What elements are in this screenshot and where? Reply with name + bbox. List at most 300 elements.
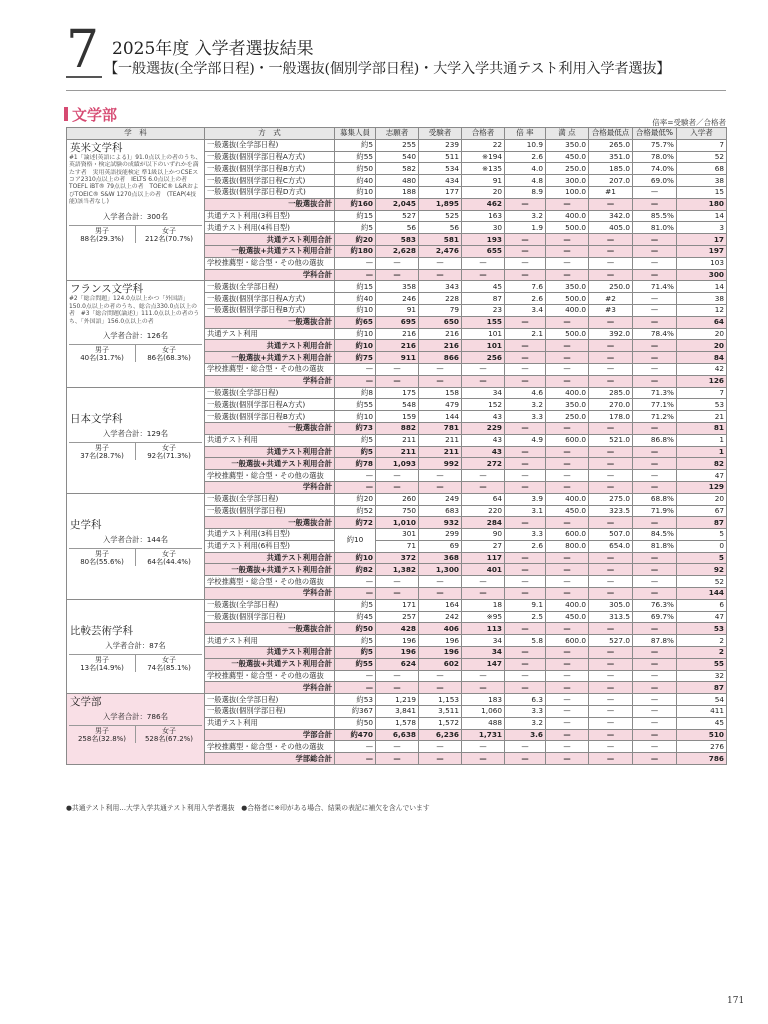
value-cell: —	[633, 375, 677, 387]
value-cell: 84	[677, 352, 727, 364]
value-cell: —	[633, 458, 677, 470]
value-cell: 約5	[335, 647, 376, 659]
value-cell: —	[589, 670, 633, 682]
value-cell: —	[633, 588, 677, 600]
value-cell: 411	[677, 706, 727, 718]
method-cell: 一般選抜(個別学部日程D方式)	[205, 186, 335, 198]
method-cell: 学校推薦型・総合型・その他の選抜	[205, 363, 335, 375]
method-cell: 一般選抜(個別学部日程A方式)	[205, 293, 335, 305]
male-block	[69, 443, 135, 460]
value-cell: 207.0	[589, 175, 633, 187]
col-header: 募集人員	[335, 128, 376, 140]
dept-total: 入学者合計：126名	[102, 330, 168, 340]
section-marker	[64, 107, 68, 121]
value-cell: 約10	[335, 411, 376, 423]
value-cell: —	[589, 658, 633, 670]
value-cell: 270.0	[589, 399, 633, 411]
value-cell: —	[462, 682, 505, 694]
value-cell: 18	[462, 599, 505, 611]
value-cell: —	[505, 481, 546, 493]
method-cell: 学科合計	[205, 375, 335, 387]
method-cell: 共通テスト利用(3科目型)	[205, 529, 335, 541]
value-cell: 77.1%	[633, 399, 677, 411]
value-cell: —	[633, 694, 677, 706]
value-cell: —	[633, 753, 677, 765]
value-cell: 257	[376, 611, 419, 623]
value-cell: —	[376, 257, 419, 269]
value-cell: —	[589, 340, 633, 352]
female-count: 92名(71.3%)	[147, 451, 191, 460]
value-cell: —	[546, 269, 589, 281]
method-cell: 共通テスト利用	[205, 328, 335, 340]
value-cell: 229	[462, 422, 505, 434]
value-cell: 216	[376, 340, 419, 352]
value-cell: —	[546, 316, 589, 328]
value-cell: —	[633, 682, 677, 694]
value-cell: 71.2%	[633, 411, 677, 423]
value-cell: —	[376, 375, 419, 387]
value-cell: —	[589, 422, 633, 434]
value-cell: 164	[419, 599, 462, 611]
value-cell: 392.0	[589, 328, 633, 340]
gender-breakdown	[69, 548, 202, 566]
value-cell: 71	[376, 540, 419, 552]
method-cell: 一般選抜(個別学部日程A方式)	[205, 151, 335, 163]
value-cell: 624	[376, 658, 419, 670]
value-cell: —	[335, 363, 376, 375]
value-cell: —	[505, 753, 546, 765]
table-row	[67, 694, 727, 706]
value-cell: —	[546, 658, 589, 670]
value-cell: 78.0%	[633, 151, 677, 163]
value-cell: 38	[677, 175, 727, 187]
value-cell: —	[633, 352, 677, 364]
value-cell: 540	[376, 151, 419, 163]
male-block	[69, 549, 135, 566]
value-cell: 23	[462, 304, 505, 316]
value-cell: 1,219	[376, 694, 419, 706]
value-cell: 約55	[335, 151, 376, 163]
value-cell: —	[505, 257, 546, 269]
value-cell: 20	[677, 328, 727, 340]
value-cell: —	[419, 588, 462, 600]
value-cell: 約470	[335, 729, 376, 741]
male-label: 男子	[95, 226, 109, 235]
value-cell: 600.0	[546, 434, 589, 446]
col-header: 合格者	[462, 128, 505, 140]
value-cell: 882	[376, 422, 419, 434]
value-cell: —	[633, 658, 677, 670]
value-cell: —	[633, 517, 677, 529]
value-cell: 2.1	[505, 328, 546, 340]
value-cell: —	[633, 481, 677, 493]
value-cell: —	[376, 670, 419, 682]
value-cell: —	[633, 198, 677, 210]
method-cell: 共通テスト利用	[205, 635, 335, 647]
col-header: 入学者	[677, 128, 727, 140]
value-cell: 1	[677, 446, 727, 458]
col-header: 方 式	[205, 128, 335, 140]
value-cell: —	[462, 257, 505, 269]
value-cell: 54	[677, 694, 727, 706]
value-cell: —	[633, 706, 677, 718]
dept-name: 文学部	[70, 696, 102, 709]
male-count: 80名(55.6%)	[80, 557, 124, 566]
method-cell: 一般選抜+共通テスト利用合計	[205, 352, 335, 364]
male-block	[69, 345, 135, 362]
value-cell: 180	[677, 198, 727, 210]
value-cell: —	[546, 694, 589, 706]
value-cell: 約5	[335, 599, 376, 611]
method-cell: 一般選抜合計	[205, 623, 335, 635]
value-cell: 126	[677, 375, 727, 387]
value-cell: —	[419, 741, 462, 753]
value-cell: 527	[376, 210, 419, 222]
value-cell: 43	[462, 446, 505, 458]
value-cell: 約82	[335, 564, 376, 576]
gender-breakdown	[69, 344, 202, 362]
value-cell: #3	[589, 304, 633, 316]
value-cell: —	[462, 363, 505, 375]
value-cell: 250.0	[546, 163, 589, 175]
value-cell: 211	[376, 446, 419, 458]
method-cell: 一般選抜(個別学部日程C方式)	[205, 175, 335, 187]
value-cell: 32	[677, 670, 727, 682]
value-cell: 約40	[335, 293, 376, 305]
gender-breakdown	[69, 225, 202, 243]
value-cell: —	[589, 481, 633, 493]
value-cell: —	[419, 682, 462, 694]
value-cell: 1.9	[505, 222, 546, 234]
value-cell: —	[589, 706, 633, 718]
value-cell: 152	[462, 399, 505, 411]
value-cell: 450.0	[546, 151, 589, 163]
method-cell: 学校推薦型・総合型・その他の選抜	[205, 576, 335, 588]
page-title: 2025年度 入学者選抜結果	[112, 39, 314, 59]
value-cell: 81.8%	[633, 540, 677, 552]
value-cell: 71.3%	[633, 387, 677, 399]
value-cell: —	[505, 375, 546, 387]
value-cell: —	[505, 422, 546, 434]
value-cell: 488	[462, 717, 505, 729]
value-cell: ※135	[462, 163, 505, 175]
value-cell: #1	[589, 186, 633, 198]
value-cell: 600.0	[546, 635, 589, 647]
value-cell: 68	[677, 163, 727, 175]
value-cell: 38	[677, 293, 727, 305]
value-cell: 683	[419, 505, 462, 517]
value-cell: —	[633, 564, 677, 576]
value-cell: 534	[419, 163, 462, 175]
value-cell: 350.0	[546, 399, 589, 411]
value-cell: —	[335, 257, 376, 269]
value-cell: 約45	[335, 611, 376, 623]
female-label: 女子	[162, 727, 176, 736]
value-cell: —	[376, 470, 419, 482]
value-cell: —	[462, 741, 505, 753]
value-cell: 242	[419, 611, 462, 623]
value-cell: 342.0	[589, 210, 633, 222]
dept-cell	[67, 387, 205, 493]
value-cell: —	[505, 245, 546, 257]
value-cell: 87	[462, 293, 505, 305]
value-cell: —	[546, 363, 589, 375]
value-cell: 約15	[335, 281, 376, 293]
value-cell: —	[633, 576, 677, 588]
value-cell: 527.0	[589, 635, 633, 647]
value-cell: 64	[677, 316, 727, 328]
chapter-number: 7	[66, 20, 100, 80]
value-cell: —	[589, 576, 633, 588]
value-cell: —	[462, 588, 505, 600]
value-cell: 101	[462, 340, 505, 352]
value-cell: —	[546, 623, 589, 635]
dept-notes: #1「論述(英語による)」91.0点以上の者のうち、英語資格・検定試験の成績が以下のいずれかを満たす者 実用英語技能検定 準1級以上かつCSEスコア2310点以上の者 IELTS 6.0点以上の者 TOEFL iBT® 79点以上の者 TOEIC® L&RおよびTOEIC® S&W 1270点以上の者 (TEAP(4技能)該当者なし)	[69, 154, 202, 206]
value-cell: 196	[419, 635, 462, 647]
value-cell: 405.0	[589, 222, 633, 234]
value-cell: —	[546, 741, 589, 753]
value-cell: —	[419, 753, 462, 765]
value-cell: 3.6	[505, 729, 546, 741]
method-cell: 共通テスト利用	[205, 717, 335, 729]
value-cell: 300	[677, 269, 727, 281]
col-header: 合格最低%	[633, 128, 677, 140]
value-cell: 約65	[335, 316, 376, 328]
method-cell: 一般選抜(個別学部日程B方式)	[205, 304, 335, 316]
male-block	[69, 655, 135, 672]
value-cell: 2.6	[505, 540, 546, 552]
value-cell: —	[505, 340, 546, 352]
method-cell: 一般選抜(個別学部日程)	[205, 505, 335, 517]
method-cell: 一般選抜(全学部日程)	[205, 493, 335, 505]
col-header: 倍 率	[505, 128, 546, 140]
value-cell: 約72	[335, 517, 376, 529]
method-cell: 一般選抜(個別学部日程)	[205, 611, 335, 623]
value-cell: —	[633, 741, 677, 753]
value-cell: 10.9	[505, 139, 546, 151]
value-cell: 1,578	[376, 717, 419, 729]
value-cell: 480	[376, 175, 419, 187]
col-header: 志願者	[376, 128, 419, 140]
value-cell: —	[335, 741, 376, 753]
female-label: 女子	[162, 345, 176, 354]
value-cell: 272	[462, 458, 505, 470]
value-cell: 79	[419, 304, 462, 316]
value-cell: 866	[419, 352, 462, 364]
value-cell: —	[419, 670, 462, 682]
value-cell: —	[546, 340, 589, 352]
value-cell: —	[419, 481, 462, 493]
value-cell: 521.0	[589, 434, 633, 446]
value-cell: 53	[677, 623, 727, 635]
method-cell: 一般選抜(全学部日程)	[205, 281, 335, 293]
method-cell: 学科合計	[205, 588, 335, 600]
value-cell: 1	[677, 434, 727, 446]
value-cell: 約5	[335, 434, 376, 446]
method-cell: 一般選抜合計	[205, 422, 335, 434]
value-cell: 193	[462, 234, 505, 246]
value-cell: 3.3	[505, 706, 546, 718]
method-cell: 学校推薦型・総合型・その他の選抜	[205, 470, 335, 482]
male-count: 258名(32.8%)	[77, 735, 127, 744]
value-cell: 239	[419, 139, 462, 151]
value-cell: —	[589, 470, 633, 482]
chapter-number-underline	[66, 76, 102, 78]
value-cell: 約50	[335, 717, 376, 729]
dept-name: 英米文学科	[70, 141, 123, 154]
value-cell: —	[589, 717, 633, 729]
method-cell: 学科合計	[205, 269, 335, 281]
value-cell: 約53	[335, 694, 376, 706]
method-cell: 学校推薦型・総合型・その他の選抜	[205, 670, 335, 682]
value-cell: —	[419, 470, 462, 482]
value-cell: 82	[677, 458, 727, 470]
method-cell: 一般選抜+共通テスト利用合計	[205, 458, 335, 470]
value-cell: 548	[376, 399, 419, 411]
value-cell: —	[505, 588, 546, 600]
value-cell: 45	[462, 281, 505, 293]
value-cell: —	[633, 647, 677, 659]
value-cell: 350.0	[546, 281, 589, 293]
value-cell: 3.3	[505, 529, 546, 541]
value-cell: 6.3	[505, 694, 546, 706]
value-cell: —	[505, 741, 546, 753]
value-cell: 87	[677, 682, 727, 694]
value-cell: 372	[376, 552, 419, 564]
value-cell: 約10	[335, 304, 376, 316]
female-label: 女子	[162, 655, 176, 664]
value-cell: —	[589, 682, 633, 694]
value-cell: —	[589, 375, 633, 387]
value-cell: 約10	[335, 186, 376, 198]
value-cell: —	[546, 245, 589, 257]
value-cell: 20	[677, 340, 727, 352]
value-cell: 350.0	[546, 139, 589, 151]
value-cell: 3	[677, 222, 727, 234]
value-cell: —	[633, 257, 677, 269]
value-cell: —	[376, 576, 419, 588]
value-cell: 52	[677, 576, 727, 588]
ratio-note: 倍率=受験者／合格者	[652, 118, 726, 127]
value-cell: ※95	[462, 611, 505, 623]
value-cell: —	[633, 269, 677, 281]
value-cell: 932	[419, 517, 462, 529]
value-cell: —	[462, 481, 505, 493]
value-cell: —	[376, 682, 419, 694]
value-cell: 43	[462, 434, 505, 446]
value-cell: 299	[419, 529, 462, 541]
value-cell: —	[633, 293, 677, 305]
value-cell: —	[376, 753, 419, 765]
value-cell: 約367	[335, 706, 376, 718]
value-cell: —	[589, 198, 633, 210]
value-cell: —	[546, 375, 589, 387]
female-block	[135, 443, 202, 460]
value-cell: 0	[677, 540, 727, 552]
value-cell: 53	[677, 399, 727, 411]
dept-cell	[67, 599, 205, 693]
value-cell: 188	[376, 186, 419, 198]
value-cell: —	[589, 363, 633, 375]
dept-total: 入学者合計：300名	[102, 211, 168, 221]
value-cell: 500.0	[546, 328, 589, 340]
female-block	[135, 549, 202, 566]
value-cell: 211	[419, 434, 462, 446]
value-cell: 510	[677, 729, 727, 741]
value-cell: 3,511	[419, 706, 462, 718]
method-cell: 一般選抜合計	[205, 517, 335, 529]
dept-cell	[67, 281, 205, 387]
value-cell: 786	[677, 753, 727, 765]
value-cell: 約20	[335, 493, 376, 505]
value-cell: —	[376, 481, 419, 493]
method-cell: 学科合計	[205, 682, 335, 694]
value-cell: 90	[462, 529, 505, 541]
value-cell: 3.2	[505, 210, 546, 222]
value-cell: 1,572	[419, 717, 462, 729]
value-cell: 2,476	[419, 245, 462, 257]
value-cell: —	[462, 576, 505, 588]
value-cell: 525	[419, 210, 462, 222]
value-cell: 655	[462, 245, 505, 257]
value-cell: 4.0	[505, 163, 546, 175]
value-cell: —	[505, 682, 546, 694]
value-cell: ※194	[462, 151, 505, 163]
value-cell: 196	[419, 647, 462, 659]
value-cell: 220	[462, 505, 505, 517]
method-cell: 一般選抜(個別学部日程)	[205, 706, 335, 718]
value-cell: 20	[462, 186, 505, 198]
value-cell: 約75	[335, 352, 376, 364]
dept-cell	[67, 493, 205, 599]
value-cell: 275.0	[589, 493, 633, 505]
value-cell: —	[505, 446, 546, 458]
female-block	[135, 655, 202, 672]
table-row	[67, 281, 727, 293]
value-cell: 284	[462, 517, 505, 529]
table-row	[67, 387, 727, 399]
value-cell: 約5	[335, 446, 376, 458]
value-cell: 約180	[335, 245, 376, 257]
value-cell: 450.0	[546, 611, 589, 623]
method-cell: 一般選抜(全学部日程)	[205, 387, 335, 399]
value-cell: 約50	[335, 163, 376, 175]
value-cell: 1,731	[462, 729, 505, 741]
value-cell: 260	[376, 493, 419, 505]
value-cell: 211	[419, 446, 462, 458]
value-cell: —	[589, 552, 633, 564]
value-cell: 500.0	[546, 293, 589, 305]
value-cell: 147	[462, 658, 505, 670]
value-cell: 171	[376, 599, 419, 611]
value-cell: —	[633, 717, 677, 729]
value-cell: —	[589, 446, 633, 458]
method-cell: 学校推薦型・総合型・その他の選抜	[205, 257, 335, 269]
value-cell: 85.5%	[633, 210, 677, 222]
value-cell: 158	[419, 387, 462, 399]
value-cell: 511	[419, 151, 462, 163]
value-cell: 5	[677, 529, 727, 541]
value-cell: —	[335, 682, 376, 694]
value-cell: 5.8	[505, 635, 546, 647]
value-cell: —	[376, 741, 419, 753]
dept-name: 日本文学科	[70, 412, 123, 425]
method-cell: 共通テスト利用	[205, 434, 335, 446]
section-heading	[64, 104, 117, 125]
value-cell: 2.5	[505, 611, 546, 623]
value-cell: 400.0	[546, 304, 589, 316]
value-cell: 450.0	[546, 505, 589, 517]
